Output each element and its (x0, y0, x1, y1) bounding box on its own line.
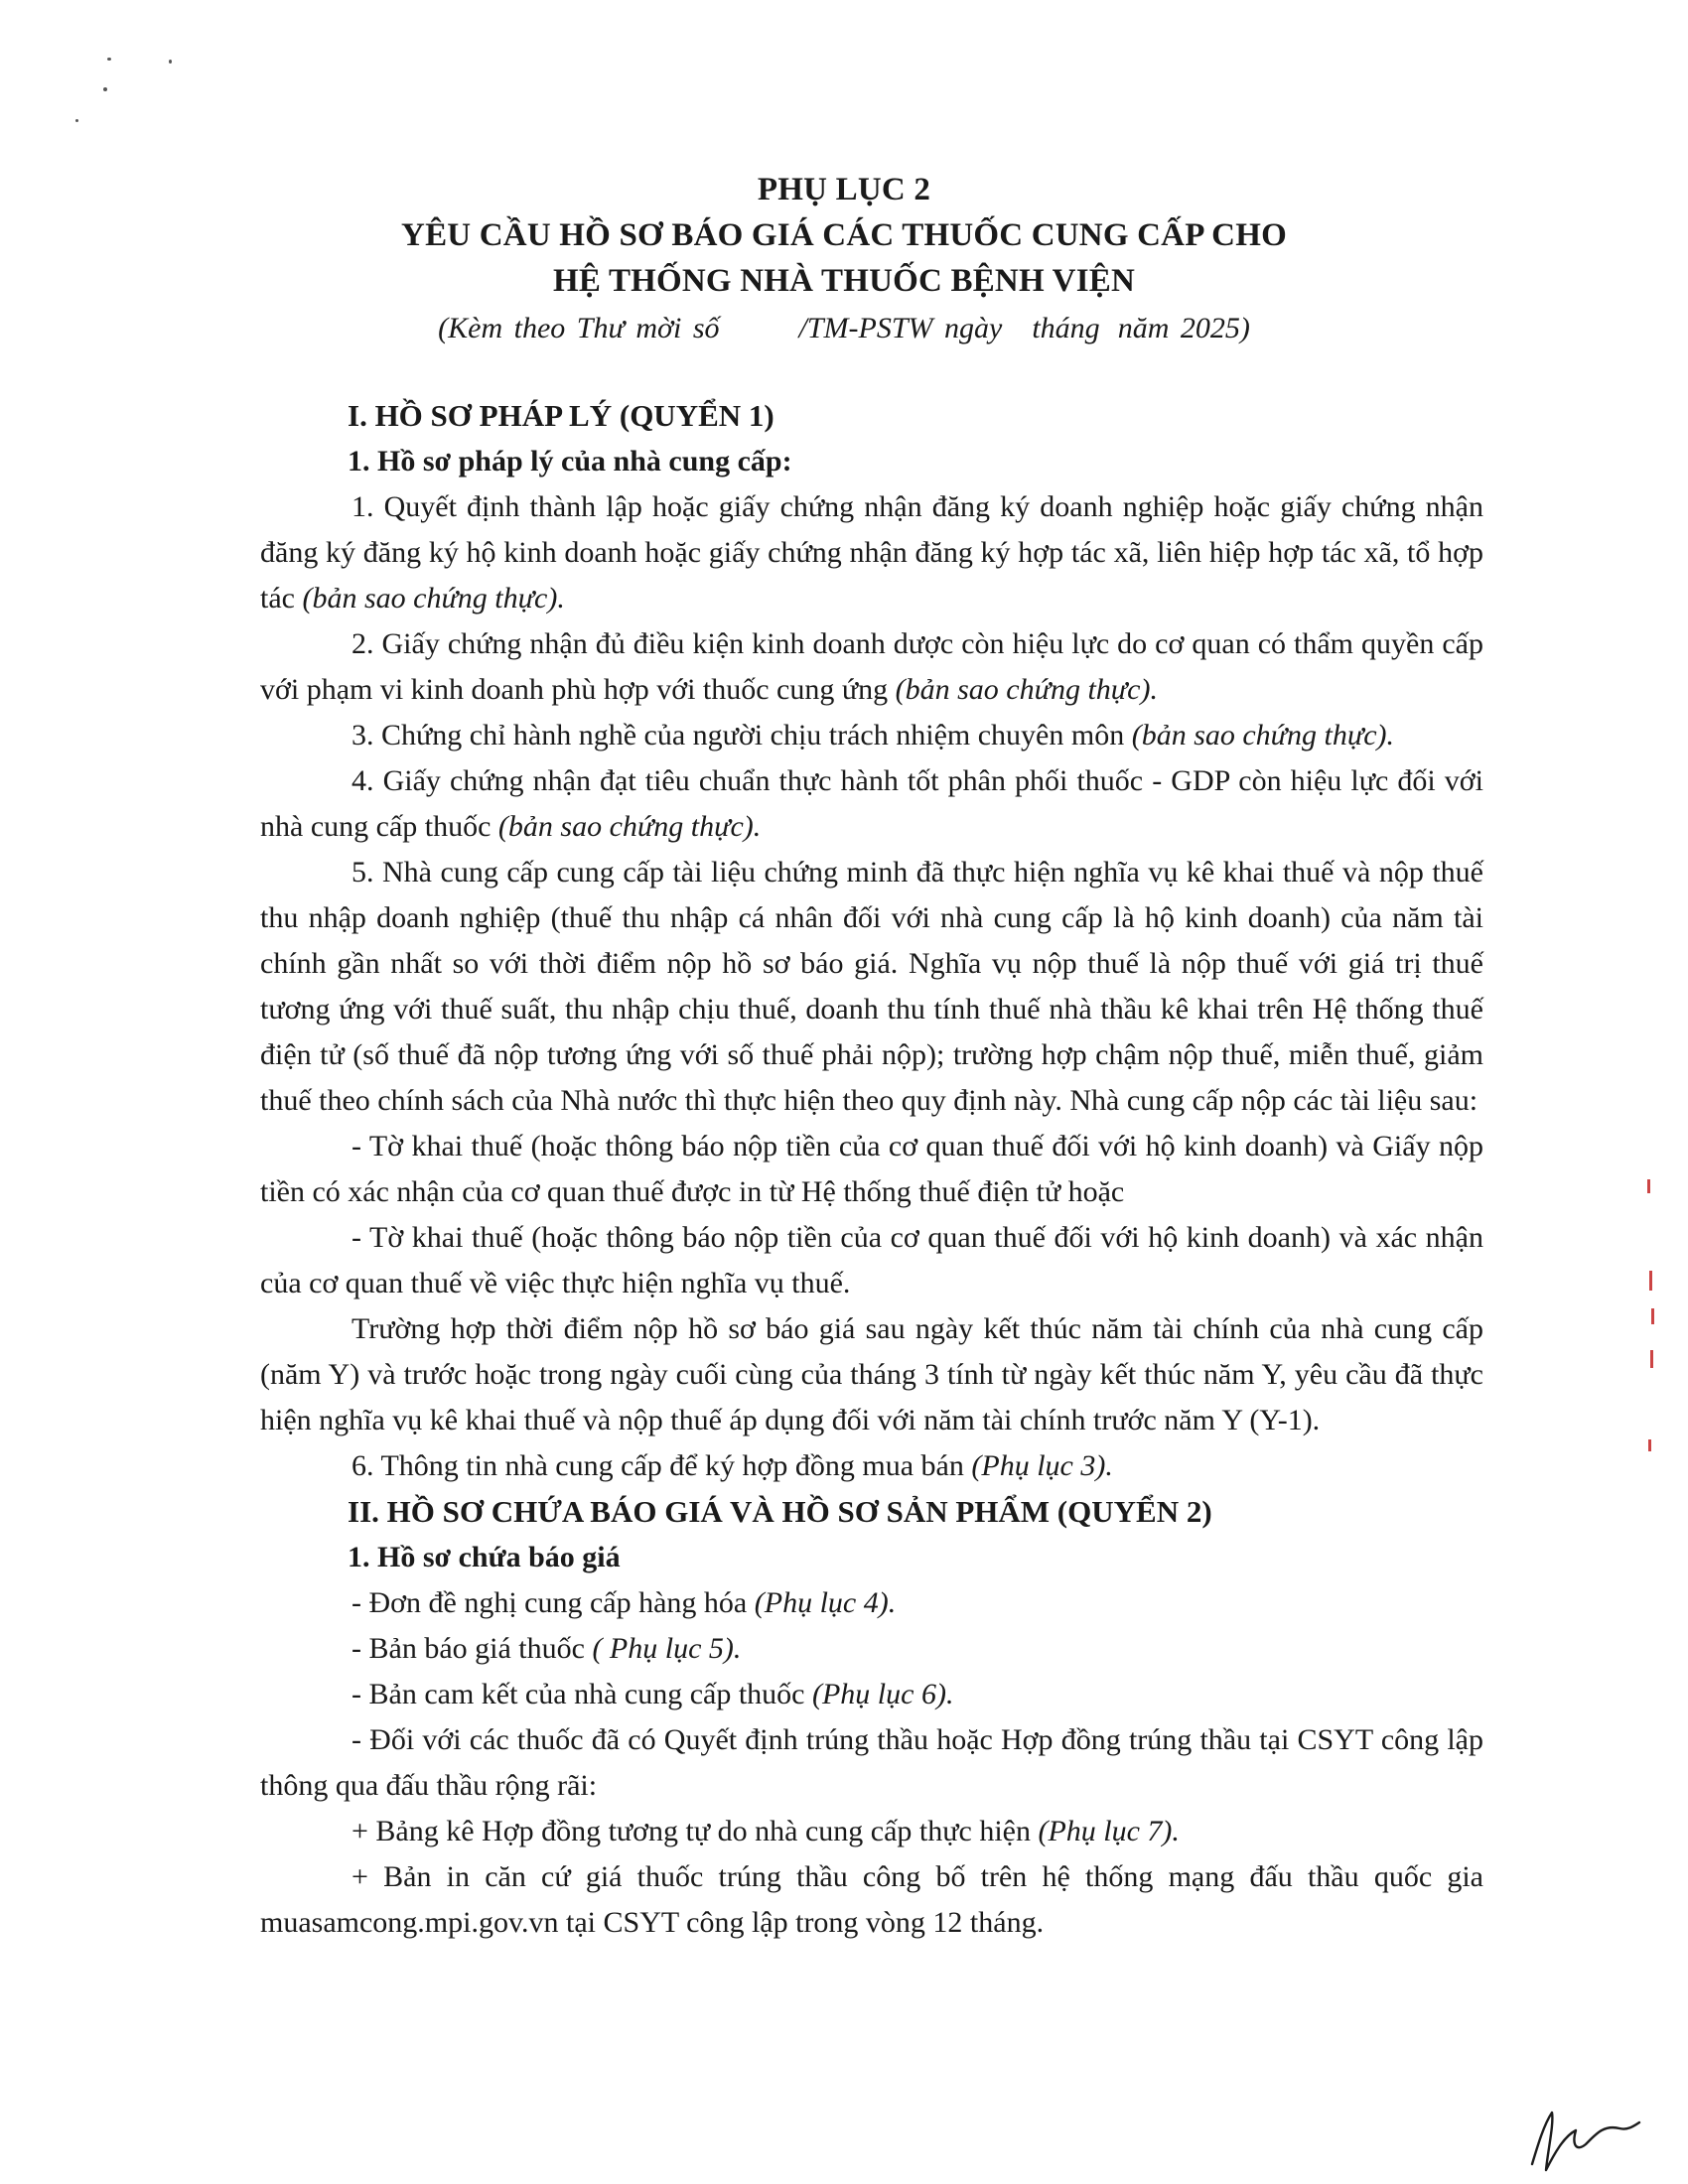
scan-speck (169, 60, 172, 64)
appendix-ref: ( Phụ lục 5). (592, 1632, 742, 1665)
reference-part-a: (Kèm theo Thư mời số (438, 312, 720, 344)
certified-copy-note: (bản sao chứng thực). (895, 673, 1158, 706)
reference-part-b: /TM-PSTW ngày (798, 312, 1003, 344)
legal-item-2: 2. Giấy chứng nhận đủ điều kiện kinh doanh dược còn hiệu lực do cơ quan có thẩm quyền cấp với phạm vi kinh doanh phù hợp với thuốc cung ứng (bản sao chứng thực). (260, 627, 1483, 706)
legal-item-1: 1. Quyết định thành lập hoặc giấy chứng nhận đăng ký doanh nghiệp hoặc giấy chứng nhận đăng ký đăng ký hộ kinh doanh hoặc giấy chứng nhận đăng ký hợp tác xã, liên hiệp hợp tác xã, tổ hợp tác (bản sao chứng thực). (260, 490, 1483, 614)
quote-item-price-quote: - Bản báo giá thuốc ( Phụ lục 5). (352, 1632, 742, 1665)
margin-mark (1649, 1271, 1652, 1291)
appendix-number: PHỤ LỤC 2 (757, 172, 931, 207)
scan-speck (75, 119, 78, 122)
quote-item-commitment: - Bản cam kết của nhà cung cấp thuốc (Phụ lục 6). (352, 1678, 954, 1710)
reference-part-c: tháng (1032, 312, 1100, 344)
handwritten-signature (1524, 2105, 1643, 2174)
section-1-heading: I. HỒ SƠ PHÁP LÝ (QUYỂN 1) (348, 398, 774, 433)
quote-item-contract-list: + Bảng kê Hợp đồng tương tự do nhà cung cấp thực hiện (Phụ lục 7). (352, 1815, 1180, 1847)
legal-item-5: 5. Nhà cung cấp cung cấp tài liệu chứng minh đã thực hiện nghĩa vụ kê khai thuế và nộp thuế thu nhập doanh nghiệp (thuế thu nhập cá nhân đối với nhà cung cấp là hộ kinh doanh) của năm tài chính gần nhất so với thời điểm nộp hồ sơ báo giá. Nghĩa vụ nộp thuế là nộp thuế với giá trị thuế tương ứng với thuế suất, thu nhập chịu thuế, doanh thu tính thuế nhà thầu kê khai trên Hệ thống thuế điện tử (số thuế đã nộp tương ứng với số thuế phải nộp); trường hợp chậm nộp thuế, miễn thuế, giảm thuế theo chính sách của Nhà nước thì thực hiện theo quy định này. Nhà cung cấp nộp các tài liệu sau: (260, 856, 1483, 1117)
margin-mark (1650, 1350, 1653, 1368)
fiscal-year-case: Trường hợp thời điểm nộp hồ sơ báo giá sau ngày kết thúc năm tài chính của nhà cung cấp (năm Y) và trước hoặc trong ngày cuối cùng của tháng 3 tính từ ngày kết thúc năm Y, yêu cầu đã thực hiện nghĩa vụ kê khai thuế và nộp thuế áp dụng đối với năm tài chính trước năm Y (Y-1). (260, 1312, 1483, 1436)
certified-copy-note: (bản sao chứng thực). (302, 582, 565, 614)
margin-mark (1648, 1439, 1651, 1451)
section-1-subheading: 1. Hồ sơ pháp lý của nhà cung cấp: (348, 445, 792, 478)
legal-item-6: 6. Thông tin nhà cung cấp để ký hợp đồng mua bán (Phụ lục 3). (352, 1449, 1113, 1482)
margin-mark (1647, 1179, 1650, 1193)
appendix-ref: (Phụ lục 3). (971, 1449, 1113, 1482)
legal-item-3: 3. Chứng chỉ hành nghề của người chịu trách nhiệm chuyên môn (bản sao chứng thực). (352, 719, 1395, 751)
scan-speck (103, 87, 107, 91)
quote-item-printout: + Bản in căn cứ giá thuốc trúng thầu công bố trên hệ thống mạng đấu thầu quốc gia muasamcong.mpi.gov.vn tại CSYT công lập trong vòng 12 tháng. (260, 1860, 1483, 1939)
margin-mark (1651, 1308, 1654, 1324)
quote-item-awarded-drugs: - Đối với các thuốc đã có Quyết định trúng thầu hoặc Hợp đồng trúng thầu tại CSYT công lập thông qua đấu thầu rộng rãi: (260, 1723, 1483, 1802)
appendix-ref: (Phụ lục 6). (811, 1678, 954, 1710)
section-2-subheading: 1. Hồ sơ chứa báo giá (348, 1541, 621, 1573)
tax-document-option-1: - Tờ khai thuế (hoặc thông báo nộp tiền của cơ quan thuế đối với hộ kinh doanh) và Giấy nộp tiền có xác nhận của cơ quan thuế được in từ Hệ thống thuế điện tử hoặc (260, 1130, 1483, 1208)
tax-document-option-2: - Tờ khai thuế (hoặc thông báo nộp tiền của cơ quan thuế đối với hộ kinh doanh) và xác nhận của cơ quan thuế về việc thực hiện nghĩa vụ thuế. (260, 1221, 1483, 1299)
certified-copy-note: (bản sao chứng thực). (497, 810, 762, 843)
quote-item-request-form: - Đơn đề nghị cung cấp hàng hóa (Phụ lục 4). (352, 1586, 897, 1619)
document-header (0, 167, 1688, 351)
appendix-ref: (Phụ lục 7). (1038, 1815, 1180, 1847)
appendix-ref: (Phụ lục 4). (754, 1586, 897, 1619)
appendix-title-line-2: HỆ THỐNG NHÀ THUỐC BỆNH VIỆN (553, 263, 1135, 299)
attachment-reference (0, 306, 1688, 351)
document-body (260, 393, 1483, 1946)
certified-copy-note: (bản sao chứng thực). (1131, 719, 1395, 751)
scan-speck (107, 58, 111, 61)
legal-item-4: 4. Giấy chứng nhận đạt tiêu chuẩn thực hành tốt phân phối thuốc - GDP còn hiệu lực đối với nhà cung cấp thuốc (bản sao chứng thực). (260, 764, 1483, 843)
appendix-title-line-1: YÊU CẦU HỒ SƠ BÁO GIÁ CÁC THUỐC CUNG CẤP CHO (401, 217, 1287, 253)
section-2-heading: II. HỒ SƠ CHỨA BÁO GIÁ VÀ HỒ SƠ SẢN PHẨM (QUYỂN 2) (348, 1494, 1212, 1529)
reference-part-d: năm 2025) (1117, 312, 1250, 344)
